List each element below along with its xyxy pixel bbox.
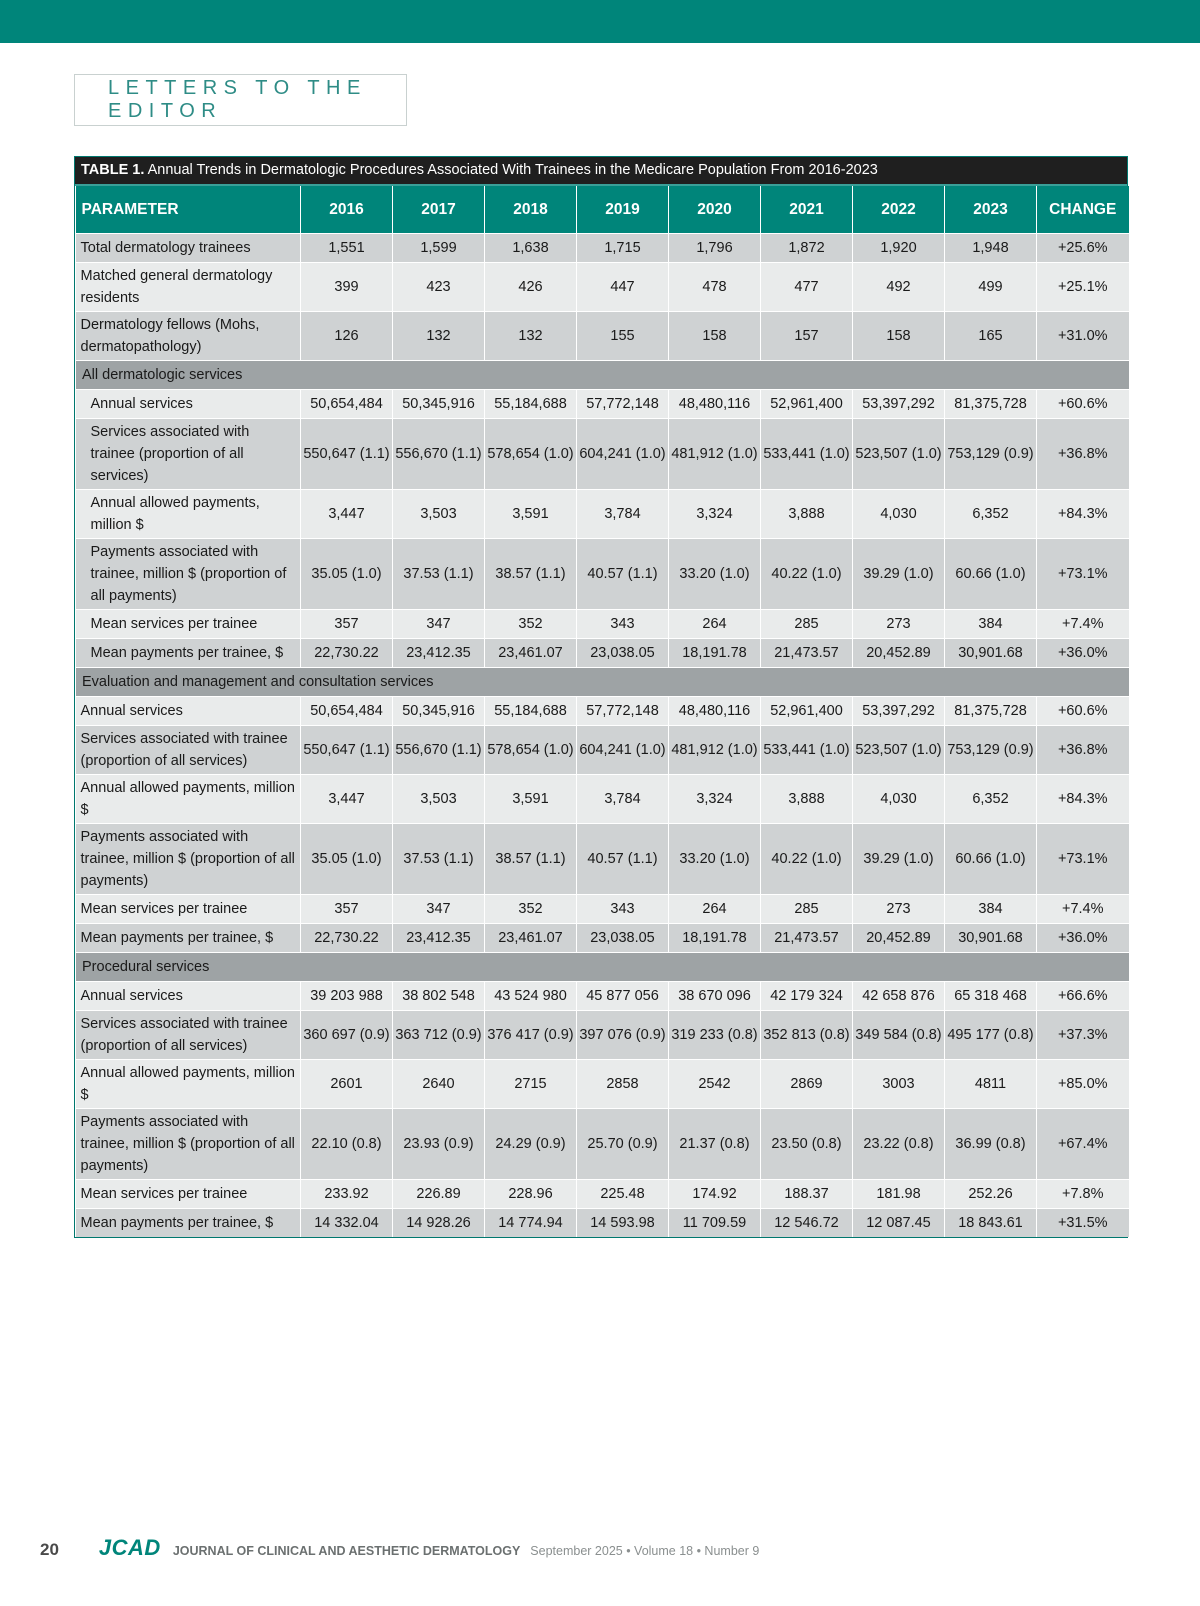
value-cell: 1,638 xyxy=(485,234,577,263)
value-cell: 477 xyxy=(761,263,853,312)
value-cell: 533,441 (1.0) xyxy=(761,419,853,490)
value-cell: 42 658 876 xyxy=(853,982,945,1011)
table-row xyxy=(76,263,1129,312)
value-cell: 363 712 (0.9) xyxy=(393,1011,485,1060)
value-cell: 343 xyxy=(577,610,669,639)
value-cell: 23.22 (0.8) xyxy=(853,1109,945,1180)
value-cell: 550,647 (1.1) xyxy=(301,726,393,775)
value-cell: 52,961,400 xyxy=(761,697,853,726)
value-cell: 492 xyxy=(853,263,945,312)
value-cell: 1,872 xyxy=(761,234,853,263)
value-cell: 3,591 xyxy=(485,775,577,824)
row-label: Services associated with trainee (proportion of all services) xyxy=(76,419,301,490)
data-table-container xyxy=(74,156,1128,1238)
row-label: Annual services xyxy=(76,697,301,726)
table-row xyxy=(76,775,1129,824)
value-cell: 6,352 xyxy=(945,490,1037,539)
value-cell: 55,184,688 xyxy=(485,390,577,419)
row-label: Payments associated with trainee, million $ (proportion of all payments) xyxy=(76,1109,301,1180)
value-cell: 36.99 (0.8) xyxy=(945,1109,1037,1180)
value-cell: 499 xyxy=(945,263,1037,312)
value-cell: 225.48 xyxy=(577,1180,669,1209)
data-table xyxy=(75,186,1129,1237)
change-cell: +60.6% xyxy=(1037,390,1129,419)
section-label: LETTERS TO THE EDITOR xyxy=(108,77,367,122)
change-cell: +84.3% xyxy=(1037,490,1129,539)
value-cell: 174.92 xyxy=(669,1180,761,1209)
table-row xyxy=(76,1109,1129,1180)
value-cell: 347 xyxy=(393,610,485,639)
row-label: Services associated with trainee (proportion of all services) xyxy=(76,726,301,775)
change-cell: +7.8% xyxy=(1037,1180,1129,1209)
value-cell: 556,670 (1.1) xyxy=(393,419,485,490)
value-cell: 1,920 xyxy=(853,234,945,263)
value-cell: 23,412.35 xyxy=(393,639,485,668)
value-cell: 33.20 (1.0) xyxy=(669,539,761,610)
value-cell: 157 xyxy=(761,312,853,361)
column-header: 2016 xyxy=(301,186,393,234)
value-cell: 188.37 xyxy=(761,1180,853,1209)
table-section-row xyxy=(76,668,1129,697)
row-label: Total dermatology trainees xyxy=(76,234,301,263)
table-caption-number: TABLE 1. xyxy=(81,162,145,178)
row-label: Payments associated with trainee, million $ (proportion of all payments) xyxy=(76,824,301,895)
table-row xyxy=(76,982,1129,1011)
value-cell: 14 774.94 xyxy=(485,1209,577,1238)
issue-info: September 2025 • Volume 18 • Number 9 xyxy=(530,1544,760,1558)
value-cell: 52,961,400 xyxy=(761,390,853,419)
value-cell: 22,730.22 xyxy=(301,924,393,953)
value-cell: 37.53 (1.1) xyxy=(393,824,485,895)
value-cell: 38 802 548 xyxy=(393,982,485,1011)
page-footer xyxy=(40,1535,759,1565)
value-cell: 3,503 xyxy=(393,775,485,824)
value-cell: 14 332.04 xyxy=(301,1209,393,1238)
value-cell: 11 709.59 xyxy=(669,1209,761,1238)
row-label: Mean payments per trainee, $ xyxy=(76,1209,301,1238)
row-label: Annual services xyxy=(76,390,301,419)
value-cell: 264 xyxy=(669,895,761,924)
value-cell: 181.98 xyxy=(853,1180,945,1209)
change-cell: +73.1% xyxy=(1037,824,1129,895)
value-cell: 33.20 (1.0) xyxy=(669,824,761,895)
value-cell: 22.10 (0.8) xyxy=(301,1109,393,1180)
change-cell: +25.6% xyxy=(1037,234,1129,263)
table-row xyxy=(76,539,1129,610)
value-cell: 22,730.22 xyxy=(301,639,393,668)
change-cell: +7.4% xyxy=(1037,610,1129,639)
value-cell: 753,129 (0.9) xyxy=(945,419,1037,490)
table-row xyxy=(76,895,1129,924)
value-cell: 25.70 (0.9) xyxy=(577,1109,669,1180)
change-cell: +66.6% xyxy=(1037,982,1129,1011)
value-cell: 352 xyxy=(485,610,577,639)
value-cell: 38.57 (1.1) xyxy=(485,539,577,610)
value-cell: 6,352 xyxy=(945,775,1037,824)
value-cell: 38.57 (1.1) xyxy=(485,824,577,895)
value-cell: 23,412.35 xyxy=(393,924,485,953)
value-cell: 132 xyxy=(393,312,485,361)
value-cell: 39.29 (1.0) xyxy=(853,539,945,610)
value-cell: 3,324 xyxy=(669,490,761,539)
value-cell: 18 843.61 xyxy=(945,1209,1037,1238)
value-cell: 126 xyxy=(301,312,393,361)
value-cell: 23,461.07 xyxy=(485,924,577,953)
table-section-row xyxy=(76,361,1129,390)
value-cell: 347 xyxy=(393,895,485,924)
value-cell: 48,480,116 xyxy=(669,697,761,726)
table-header-row xyxy=(76,186,1129,234)
row-label: Mean payments per trainee, $ xyxy=(76,924,301,953)
table-row xyxy=(76,312,1129,361)
change-cell: +36.8% xyxy=(1037,419,1129,490)
value-cell: 42 179 324 xyxy=(761,982,853,1011)
value-cell: 155 xyxy=(577,312,669,361)
table-row xyxy=(76,419,1129,490)
value-cell: 228.96 xyxy=(485,1180,577,1209)
value-cell: 23.50 (0.8) xyxy=(761,1109,853,1180)
value-cell: 24.29 (0.9) xyxy=(485,1109,577,1180)
table-row xyxy=(76,1180,1129,1209)
change-cell: +36.8% xyxy=(1037,726,1129,775)
change-cell: +60.6% xyxy=(1037,697,1129,726)
table-row xyxy=(76,824,1129,895)
table-row xyxy=(76,697,1129,726)
column-header: CHANGE xyxy=(1037,186,1129,234)
row-label: Mean services per trainee xyxy=(76,610,301,639)
value-cell: 21.37 (0.8) xyxy=(669,1109,761,1180)
value-cell: 604,241 (1.0) xyxy=(577,419,669,490)
top-color-bar xyxy=(0,0,1200,43)
row-label: Mean services per trainee xyxy=(76,1180,301,1209)
value-cell: 2640 xyxy=(393,1060,485,1109)
value-cell: 3,591 xyxy=(485,490,577,539)
column-header: 2017 xyxy=(393,186,485,234)
value-cell: 3003 xyxy=(853,1060,945,1109)
value-cell: 1,715 xyxy=(577,234,669,263)
value-cell: 481,912 (1.0) xyxy=(669,726,761,775)
value-cell: 14 593.98 xyxy=(577,1209,669,1238)
value-cell: 21,473.57 xyxy=(761,924,853,953)
value-cell: 1,948 xyxy=(945,234,1037,263)
row-label: Payments associated with trainee, million $ (proportion of all payments) xyxy=(76,539,301,610)
value-cell: 3,888 xyxy=(761,775,853,824)
section-label-box xyxy=(74,74,407,126)
value-cell: 57,772,148 xyxy=(577,390,669,419)
value-cell: 1,599 xyxy=(393,234,485,263)
row-label: Annual services xyxy=(76,982,301,1011)
value-cell: 39 203 988 xyxy=(301,982,393,1011)
value-cell: 3,447 xyxy=(301,490,393,539)
value-cell: 4811 xyxy=(945,1060,1037,1109)
row-label: Annual allowed payments, million $ xyxy=(76,490,301,539)
table-row xyxy=(76,639,1129,668)
value-cell: 556,670 (1.1) xyxy=(393,726,485,775)
table-section-row xyxy=(76,953,1129,982)
value-cell: 481,912 (1.0) xyxy=(669,419,761,490)
column-header: 2019 xyxy=(577,186,669,234)
column-header: 2022 xyxy=(853,186,945,234)
value-cell: 319 233 (0.8) xyxy=(669,1011,761,1060)
change-cell: +73.1% xyxy=(1037,539,1129,610)
section-heading: Evaluation and management and consultation services xyxy=(76,668,1129,697)
table-row xyxy=(76,610,1129,639)
value-cell: 4,030 xyxy=(853,775,945,824)
table-row xyxy=(76,1011,1129,1060)
value-cell: 12 546.72 xyxy=(761,1209,853,1238)
value-cell: 132 xyxy=(485,312,577,361)
value-cell: 43 524 980 xyxy=(485,982,577,1011)
section-heading: All dermatologic services xyxy=(76,361,1129,390)
value-cell: 357 xyxy=(301,610,393,639)
value-cell: 397 076 (0.9) xyxy=(577,1011,669,1060)
value-cell: 533,441 (1.0) xyxy=(761,726,853,775)
page-number: 20 xyxy=(40,1540,59,1559)
table-row xyxy=(76,234,1129,263)
value-cell: 4,030 xyxy=(853,490,945,539)
value-cell: 384 xyxy=(945,610,1037,639)
value-cell: 550,647 (1.1) xyxy=(301,419,393,490)
value-cell: 357 xyxy=(301,895,393,924)
journal-logo: JCAD xyxy=(98,1535,161,1560)
value-cell: 55,184,688 xyxy=(485,697,577,726)
row-label: Annual allowed payments, million $ xyxy=(76,1060,301,1109)
value-cell: 81,375,728 xyxy=(945,390,1037,419)
value-cell: 18,191.78 xyxy=(669,924,761,953)
value-cell: 60.66 (1.0) xyxy=(945,824,1037,895)
table-caption xyxy=(75,157,1127,186)
value-cell: 30,901.68 xyxy=(945,639,1037,668)
change-cell: +85.0% xyxy=(1037,1060,1129,1109)
value-cell: 478 xyxy=(669,263,761,312)
row-label: Services associated with trainee (proportion of all services) xyxy=(76,1011,301,1060)
value-cell: 23,461.07 xyxy=(485,639,577,668)
value-cell: 40.22 (1.0) xyxy=(761,539,853,610)
value-cell: 2858 xyxy=(577,1060,669,1109)
value-cell: 81,375,728 xyxy=(945,697,1037,726)
value-cell: 3,784 xyxy=(577,490,669,539)
value-cell: 360 697 (0.9) xyxy=(301,1011,393,1060)
value-cell: 2715 xyxy=(485,1060,577,1109)
value-cell: 12 087.45 xyxy=(853,1209,945,1238)
change-cell: +84.3% xyxy=(1037,775,1129,824)
change-cell: +37.3% xyxy=(1037,1011,1129,1060)
value-cell: 1,551 xyxy=(301,234,393,263)
row-label: Mean payments per trainee, $ xyxy=(76,639,301,668)
section-heading: Procedural services xyxy=(76,953,1129,982)
value-cell: 495 177 (0.8) xyxy=(945,1011,1037,1060)
value-cell: 65 318 468 xyxy=(945,982,1037,1011)
value-cell: 273 xyxy=(853,895,945,924)
value-cell: 30,901.68 xyxy=(945,924,1037,953)
value-cell: 35.05 (1.0) xyxy=(301,539,393,610)
journal-name: JOURNAL OF CLINICAL AND AESTHETIC DERMATOLOGY xyxy=(172,1544,521,1558)
value-cell: 2601 xyxy=(301,1060,393,1109)
table-row xyxy=(76,1209,1129,1238)
value-cell: 273 xyxy=(853,610,945,639)
value-cell: 23,038.05 xyxy=(577,924,669,953)
value-cell: 252.26 xyxy=(945,1180,1037,1209)
column-header: 2018 xyxy=(485,186,577,234)
value-cell: 3,324 xyxy=(669,775,761,824)
value-cell: 45 877 056 xyxy=(577,982,669,1011)
value-cell: 447 xyxy=(577,263,669,312)
value-cell: 523,507 (1.0) xyxy=(853,419,945,490)
value-cell: 50,345,916 xyxy=(393,697,485,726)
table-row xyxy=(76,390,1129,419)
value-cell: 165 xyxy=(945,312,1037,361)
table-body xyxy=(76,234,1129,1238)
value-cell: 578,654 (1.0) xyxy=(485,726,577,775)
change-cell: +31.0% xyxy=(1037,312,1129,361)
value-cell: 3,503 xyxy=(393,490,485,539)
table-row xyxy=(76,1060,1129,1109)
value-cell: 50,654,484 xyxy=(301,390,393,419)
value-cell: 53,397,292 xyxy=(853,697,945,726)
row-label: Mean services per trainee xyxy=(76,895,301,924)
value-cell: 48,480,116 xyxy=(669,390,761,419)
value-cell: 264 xyxy=(669,610,761,639)
value-cell: 3,784 xyxy=(577,775,669,824)
value-cell: 50,654,484 xyxy=(301,697,393,726)
value-cell: 233.92 xyxy=(301,1180,393,1209)
change-cell: +67.4% xyxy=(1037,1109,1129,1180)
value-cell: 20,452.89 xyxy=(853,639,945,668)
change-cell: +25.1% xyxy=(1037,263,1129,312)
value-cell: 2869 xyxy=(761,1060,853,1109)
value-cell: 285 xyxy=(761,895,853,924)
value-cell: 18,191.78 xyxy=(669,639,761,668)
table-row xyxy=(76,490,1129,539)
value-cell: 38 670 096 xyxy=(669,982,761,1011)
value-cell: 399 xyxy=(301,263,393,312)
value-cell: 285 xyxy=(761,610,853,639)
value-cell: 53,397,292 xyxy=(853,390,945,419)
change-cell: +7.4% xyxy=(1037,895,1129,924)
value-cell: 423 xyxy=(393,263,485,312)
value-cell: 57,772,148 xyxy=(577,697,669,726)
value-cell: 352 xyxy=(485,895,577,924)
value-cell: 39.29 (1.0) xyxy=(853,824,945,895)
value-cell: 426 xyxy=(485,263,577,312)
value-cell: 40.22 (1.0) xyxy=(761,824,853,895)
column-header: PARAMETER xyxy=(76,186,301,234)
value-cell: 50,345,916 xyxy=(393,390,485,419)
table-row xyxy=(76,726,1129,775)
value-cell: 753,129 (0.9) xyxy=(945,726,1037,775)
value-cell: 20,452.89 xyxy=(853,924,945,953)
column-header: 2021 xyxy=(761,186,853,234)
row-label: Dermatology fellows (Mohs, dermatopathology) xyxy=(76,312,301,361)
value-cell: 40.57 (1.1) xyxy=(577,824,669,895)
column-header: 2020 xyxy=(669,186,761,234)
change-cell: +36.0% xyxy=(1037,639,1129,668)
value-cell: 352 813 (0.8) xyxy=(761,1011,853,1060)
change-cell: +31.5% xyxy=(1037,1209,1129,1238)
value-cell: 384 xyxy=(945,895,1037,924)
value-cell: 3,447 xyxy=(301,775,393,824)
value-cell: 23.93 (0.9) xyxy=(393,1109,485,1180)
value-cell: 60.66 (1.0) xyxy=(945,539,1037,610)
table-row xyxy=(76,924,1129,953)
value-cell: 604,241 (1.0) xyxy=(577,726,669,775)
value-cell: 158 xyxy=(853,312,945,361)
value-cell: 35.05 (1.0) xyxy=(301,824,393,895)
value-cell: 523,507 (1.0) xyxy=(853,726,945,775)
value-cell: 23,038.05 xyxy=(577,639,669,668)
value-cell: 578,654 (1.0) xyxy=(485,419,577,490)
value-cell: 376 417 (0.9) xyxy=(485,1011,577,1060)
column-header: 2023 xyxy=(945,186,1037,234)
table-caption-text: Annual Trends in Dermatologic Procedures Associated With Trainees in the Medicare Population From 2016-2023 xyxy=(147,162,878,178)
value-cell: 2542 xyxy=(669,1060,761,1109)
row-label: Matched general dermatology residents xyxy=(76,263,301,312)
value-cell: 14 928.26 xyxy=(393,1209,485,1238)
value-cell: 37.53 (1.1) xyxy=(393,539,485,610)
value-cell: 3,888 xyxy=(761,490,853,539)
row-label: Annual allowed payments, million $ xyxy=(76,775,301,824)
value-cell: 158 xyxy=(669,312,761,361)
value-cell: 226.89 xyxy=(393,1180,485,1209)
value-cell: 1,796 xyxy=(669,234,761,263)
value-cell: 21,473.57 xyxy=(761,639,853,668)
value-cell: 349 584 (0.8) xyxy=(853,1011,945,1060)
change-cell: +36.0% xyxy=(1037,924,1129,953)
value-cell: 40.57 (1.1) xyxy=(577,539,669,610)
value-cell: 343 xyxy=(577,895,669,924)
